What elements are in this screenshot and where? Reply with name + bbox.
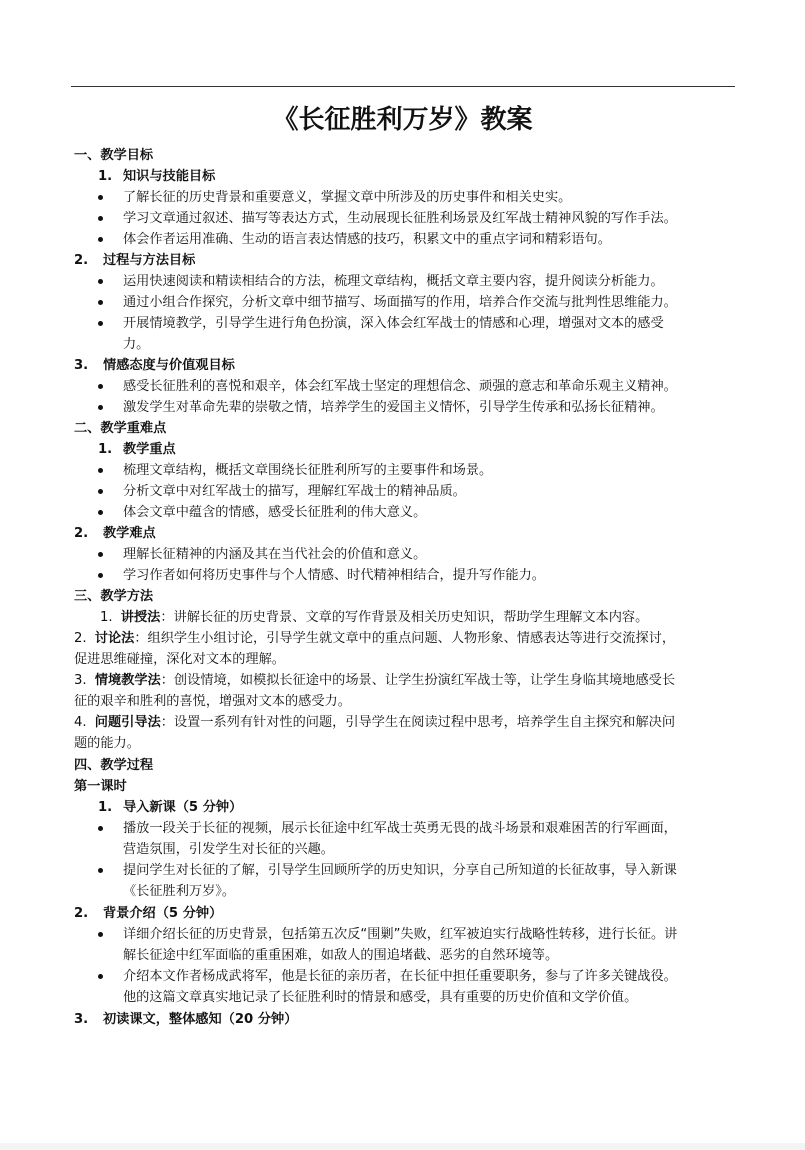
section-heading: 三、教学方法 xyxy=(74,589,154,604)
method-item xyxy=(74,670,675,691)
subsection-heading: 背景介绍（5 分钟） xyxy=(103,906,223,921)
method-name: 讲授法 xyxy=(120,610,161,625)
bullet-icon xyxy=(98,405,103,410)
method-continuation: 题的能力。 xyxy=(74,736,140,751)
subsection-number: 2. xyxy=(74,906,89,921)
method-number: 4. xyxy=(74,715,87,730)
bullet-icon xyxy=(98,974,103,979)
section-heading: 二、教学重难点 xyxy=(74,421,167,436)
method-name: 讨论法 xyxy=(94,631,135,646)
method-continuation: 促进思维碰撞，深化对文本的理解。 xyxy=(74,652,285,667)
method-name: 情境教学法 xyxy=(94,673,161,688)
subsection-heading: 知识与技能目标 xyxy=(123,169,216,184)
subsection-number: 1. xyxy=(98,442,113,457)
list-item: 学习作者如何将历史事件与个人情感、时代精神相结合，提升写作能力。 xyxy=(123,568,545,583)
section-heading: 四、教学过程 xyxy=(74,758,154,773)
list-item-continuation: 营造氛围，引发学生对长征的兴趣。 xyxy=(123,842,334,857)
list-item: 提问学生对长征的了解，引导学生回顾所学的历史知识，分享自己所知道的长征故事，导入新课 xyxy=(123,863,677,878)
bullet-icon xyxy=(98,552,103,557)
subsection-number: 1. xyxy=(98,169,113,184)
method-item xyxy=(74,628,675,649)
method-number: 3. xyxy=(74,673,87,688)
bullet-icon xyxy=(98,468,103,473)
subsection-heading: 教学重点 xyxy=(123,442,176,457)
list-item: 体会作者运用准确、生动的语言表达情感的技巧，积累文中的重点字词和精彩语句。 xyxy=(123,232,611,247)
list-item: 感受长征胜利的喜悦和艰辛，体会红军战士坚定的理想信念、顽强的意志和革命乐观主义精神。 xyxy=(123,379,677,394)
list-item: 详细介绍长征的历史背景，包括第五次反“围剿”失败，红军被迫实行战略性转移，进行长征。讲 xyxy=(123,927,678,942)
list-item-continuation: 他的这篇文章真实地记录了长征胜利时的情景和感受，具有重要的历史价值和文学价值。 xyxy=(123,990,638,1005)
subsection-heading: 初读课文，整体感知（20 分钟） xyxy=(103,1012,298,1027)
bullet-icon xyxy=(98,237,103,242)
method-description: ：组织学生小组讨论，引导学生就文章中的重点问题、人物形象、情感表达等进行交流探讨， xyxy=(134,631,676,646)
bullet-icon xyxy=(98,216,103,221)
method-description: ：讲解长征的历史背景、文章的写作背景及相关历史知识，帮助学生理解文本内容。 xyxy=(160,610,649,625)
bullet-icon xyxy=(98,384,103,389)
bullet-icon xyxy=(98,510,103,515)
method-number: 2. xyxy=(74,631,87,646)
list-item: 理解长征精神的内涵及其在当代社会的价值和意义。 xyxy=(123,547,427,562)
list-item-continuation: 力。 xyxy=(123,337,150,352)
bullet-icon xyxy=(98,573,103,578)
method-description: ：创设情境，如模拟长征途中的场景、让学生扮演红军战士等，让学生身临其境地感受长 xyxy=(160,673,676,688)
method-item xyxy=(100,607,648,628)
bullet-icon xyxy=(98,868,103,873)
subsection-number: 2. xyxy=(74,526,89,541)
list-item-continuation: 《长征胜利万岁》。 xyxy=(123,884,236,899)
subsection-number: 1. xyxy=(98,800,113,815)
method-name: 问题引导法 xyxy=(94,715,161,730)
list-item: 激发学生对革命先辈的崇敬之情，培养学生的爱国主义情怀，引导学生传承和弘扬长征精神。 xyxy=(123,400,664,415)
bullet-icon xyxy=(98,932,103,937)
bullet-icon xyxy=(98,489,103,494)
method-continuation: 征的艰辛和胜利的喜悦，增强对文本的感受力。 xyxy=(74,694,351,709)
list-item: 通过小组合作探究，分析文章中细节描写、场面描写的作用，培养合作交流与批判性思维能力。 xyxy=(123,295,677,310)
list-item: 运用快速阅读和精读相结合的方法，梳理文章结构，概括文章主要内容，提升阅读分析能力。 xyxy=(123,274,664,289)
bullet-icon xyxy=(98,321,103,326)
subsection-heading: 过程与方法目标 xyxy=(103,253,196,268)
method-item xyxy=(74,712,675,733)
list-item: 分析文章中对红军战士的描写，理解红军战士的精神品质。 xyxy=(123,484,466,499)
list-item: 介绍本文作者杨成武将军，他是长征的亲历者，在长征中担任重要职务，参与了许多关键战役。 xyxy=(123,969,677,984)
document-title: 《长征胜利万岁》教案 xyxy=(272,105,533,135)
method-number: 1. xyxy=(100,610,113,625)
bullet-icon xyxy=(98,195,103,200)
subsection-heading: 教学难点 xyxy=(103,526,156,541)
bullet-icon xyxy=(98,826,103,831)
header-rule xyxy=(71,86,735,87)
list-item: 体会文章中蕴含的情感，感受长征胜利的伟大意义。 xyxy=(123,505,427,520)
list-item: 了解长征的历史背景和重要意义，掌握文章中所涉及的历史事件和相关史实。 xyxy=(123,190,572,205)
list-item: 开展情境教学，引导学生进行角色扮演，深入体会红军战士的情感和心理，增强对文本的感受 xyxy=(123,316,664,331)
list-item: 梳理文章结构，概括文章围绕长征胜利所写的主要事件和场景。 xyxy=(123,463,493,478)
subsection-number: 3. xyxy=(74,1012,89,1027)
bullet-icon xyxy=(98,279,103,284)
subsection-heading: 导入新课（5 分钟） xyxy=(123,800,243,815)
list-item: 学习文章通过叙述、描写等表达方式，生动展现长征胜利场景及红军战士精神风貌的写作手法。 xyxy=(123,211,677,226)
list-item-continuation: 解长征途中红军面临的重重困难，如敌人的围追堵截、恶劣的自然环境等。 xyxy=(123,948,559,963)
method-description: ：设置一系列有针对性的问题，引导学生在阅读过程中思考，培养学生自主探究和解决问 xyxy=(160,715,676,730)
section-heading: 一、教学目标 xyxy=(74,148,154,163)
subsection-heading: 情感态度与价值观目标 xyxy=(103,358,235,373)
bullet-icon xyxy=(98,300,103,305)
subsection-number: 3. xyxy=(74,358,89,373)
list-item: 播放一段关于长征的视频，展示长征途中红军战士英勇无畏的战斗场景和艰难困苦的行军画面， xyxy=(123,821,677,836)
subsection-number: 2. xyxy=(74,253,89,268)
period-heading: 第一课时 xyxy=(74,779,127,794)
